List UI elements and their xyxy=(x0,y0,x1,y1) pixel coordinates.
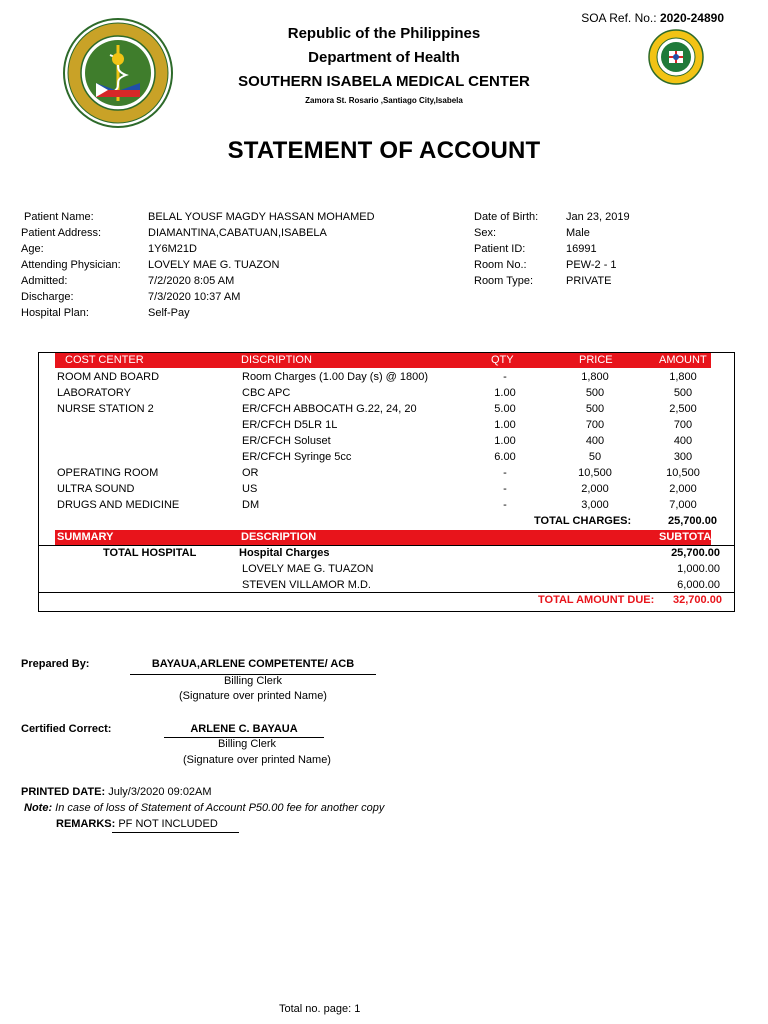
physician-value: LOVELY MAE G. TUAZON xyxy=(148,259,280,271)
physician-label: Attending Physician: xyxy=(21,259,121,271)
document-title: STATEMENT OF ACCOUNT xyxy=(227,137,541,164)
cell-amount: 2,500 xyxy=(669,403,697,415)
certified-name: ARLENE C. BAYAUA xyxy=(190,723,298,735)
soa-ref-label: SOA Ref. No.: xyxy=(581,11,657,25)
cell-cost-center: OPERATING ROOM xyxy=(57,467,159,479)
total-charges-value: 25,700.00 xyxy=(668,515,717,527)
cell-amount: 10,500 xyxy=(666,467,700,479)
cell-qty: 1.00 xyxy=(494,435,516,447)
note xyxy=(24,802,384,814)
cell-price: 1,800 xyxy=(581,371,609,383)
cell-qty: - xyxy=(503,371,507,383)
cell-price: 10,500 xyxy=(578,467,612,479)
cell-description: CBC APC xyxy=(242,387,291,399)
remarks-value: PF NOT INCLUDED xyxy=(118,818,218,830)
cell-amount: 2,000 xyxy=(669,483,697,495)
dob-label: Date of Birth: xyxy=(474,211,539,223)
cell-price: 3,000 xyxy=(581,499,609,511)
summary-bottom-divider xyxy=(38,592,735,593)
charges-table xyxy=(38,352,735,612)
cell-cost-center: DRUGS AND MEDICINE xyxy=(57,499,180,511)
cell-cost-center: LABORATORY xyxy=(57,387,131,399)
plan-value: Self-Pay xyxy=(148,307,190,319)
cell-amount: 7,000 xyxy=(669,499,697,511)
summary-description: Hospital Charges xyxy=(239,547,330,559)
header-subtotal: SUBTOTAL xyxy=(659,531,718,543)
cell-qty: 1.00 xyxy=(494,387,516,399)
cell-description: ER/CFCH Soluset xyxy=(242,435,331,447)
patient-name-label: Patient Name: xyxy=(24,211,94,223)
header-cost-center: COST CENTER xyxy=(65,354,144,366)
admitted-label: Admitted: xyxy=(21,275,68,287)
total-due-label: TOTAL AMOUNT DUE: xyxy=(538,594,655,606)
prepared-by-label: Prepared By: xyxy=(21,658,90,670)
cell-amount: 1,800 xyxy=(669,371,697,383)
prepared-by-role: Billing Clerk xyxy=(223,675,283,687)
remarks-label: REMARKS: xyxy=(56,818,116,830)
cell-description: DM xyxy=(242,499,260,511)
discharge-value: 7/3/2020 10:37 AM xyxy=(148,291,241,303)
room-label: Room No.: xyxy=(474,259,527,271)
patient-id-value: 16991 xyxy=(566,243,597,255)
prepared-by-name: BAYAUA,ARLENE COMPETENTE/ ACB xyxy=(151,658,355,670)
remarks-underline xyxy=(112,832,239,833)
summary-divider xyxy=(38,545,735,546)
room-value: PEW-2 - 1 xyxy=(566,259,617,271)
cell-amount: 500 xyxy=(673,387,693,399)
printed-date xyxy=(21,786,212,798)
cell-description: Room Charges (1.00 Day (s) @ 1800) xyxy=(242,371,429,383)
age-value: 1Y6M21D xyxy=(148,243,197,255)
cell-cost-center: ROOM AND BOARD xyxy=(57,371,160,383)
room-type-label: Room Type: xyxy=(474,275,534,287)
summary-header-bar xyxy=(55,530,718,545)
cell-qty: 1.00 xyxy=(494,419,516,431)
certified-role: Billing Clerk xyxy=(217,738,277,750)
sex-value: Male xyxy=(566,227,590,239)
patient-name: BELAL YOUSF MAGDY HASSAN MOHAMED xyxy=(148,211,375,223)
sex-label: Sex: xyxy=(474,227,497,239)
age-label: Age: xyxy=(21,243,44,255)
cell-cost-center: NURSE STATION 2 xyxy=(57,403,154,415)
printed-date-value: July/3/2020 09:02AM xyxy=(108,786,212,798)
total-charges-label: TOTAL CHARGES: xyxy=(534,515,632,527)
cell-price: 500 xyxy=(585,403,605,415)
remarks xyxy=(56,818,218,830)
discharge-label: Discharge: xyxy=(21,291,74,303)
header-hospital-name: SOUTHERN ISABELA MEDICAL CENTER xyxy=(238,73,530,90)
header-republic: Republic of the Philippines xyxy=(287,25,481,42)
header-address: Zamora St. Rosario ,Santiago City,Isabela xyxy=(305,96,463,105)
patient-id-label: Patient ID: xyxy=(474,243,526,255)
cell-qty: 6.00 xyxy=(494,451,516,463)
cell-qty: 5.00 xyxy=(494,403,516,415)
header-department: Department of Health xyxy=(308,49,460,66)
cell-amount: 300 xyxy=(673,451,693,463)
patient-address: DIAMANTINA,CABATUAN,ISABELA xyxy=(148,227,327,239)
summary-subtotal: 25,700.00 xyxy=(671,547,720,559)
cell-price: 500 xyxy=(585,387,605,399)
cell-description: ER/CFCH ABBOCATH G.22, 24, 20 xyxy=(242,403,417,415)
summary-description: LOVELY MAE G. TUAZON xyxy=(242,563,374,575)
cell-description: US xyxy=(242,483,258,495)
total-pages: Total no. page: 1 xyxy=(279,1003,361,1015)
cell-description: ER/CFCH Syringe 5cc xyxy=(242,451,352,463)
certified-signature-note: (Signature over printed Name) xyxy=(183,754,331,766)
header-description: DISCRIPTION xyxy=(241,354,312,366)
cell-price: 50 xyxy=(588,451,602,463)
cell-description: OR xyxy=(242,467,259,479)
cell-price: 700 xyxy=(585,419,605,431)
header-price: PRICE xyxy=(579,354,613,366)
header-summary: SUMMARY xyxy=(57,531,114,543)
printed-date-label: PRINTED DATE: xyxy=(21,786,106,798)
cell-price: 2,000 xyxy=(581,483,609,495)
plan-label: Hospital Plan: xyxy=(21,307,89,319)
soa-reference xyxy=(581,11,724,25)
cell-amount: 400 xyxy=(673,435,693,447)
summary-subtotal: 1,000.00 xyxy=(677,563,720,575)
prepared-by-signature-note: (Signature over printed Name) xyxy=(179,690,327,702)
note-text: In case of loss of Statement of Account P50.00 fee for another copy xyxy=(55,802,385,814)
charges-header-bar xyxy=(55,353,711,368)
certified-correct-label: Certified Correct: xyxy=(21,723,112,735)
dob-value: Jan 23, 2019 xyxy=(566,211,630,223)
header-amount: AMOUNT xyxy=(659,354,707,366)
header-summary-description: DESCRIPTION xyxy=(241,531,317,543)
cell-qty: - xyxy=(503,483,507,495)
cell-amount: 700 xyxy=(673,419,693,431)
summary-label: TOTAL HOSPITAL xyxy=(103,547,197,559)
cell-price: 400 xyxy=(585,435,605,447)
cell-qty: - xyxy=(503,499,507,511)
cell-cost-center: ULTRA SOUND xyxy=(57,483,135,495)
summary-subtotal: 6,000.00 xyxy=(677,579,720,591)
admitted-value: 7/2/2020 8:05 AM xyxy=(148,275,235,287)
header-qty: QTY xyxy=(491,354,514,366)
cell-description: ER/CFCH D5LR 1L xyxy=(242,419,338,431)
room-type-value: PRIVATE xyxy=(566,275,612,287)
total-due-value: 32,700.00 xyxy=(673,594,722,606)
soa-ref-value: 2020-24890 xyxy=(659,11,724,25)
note-label: Note: xyxy=(24,802,53,814)
patient-address-label: Patient Address: xyxy=(21,227,102,239)
cell-qty: - xyxy=(503,467,507,479)
summary-description: STEVEN VILLAMOR M.D. xyxy=(242,579,371,591)
